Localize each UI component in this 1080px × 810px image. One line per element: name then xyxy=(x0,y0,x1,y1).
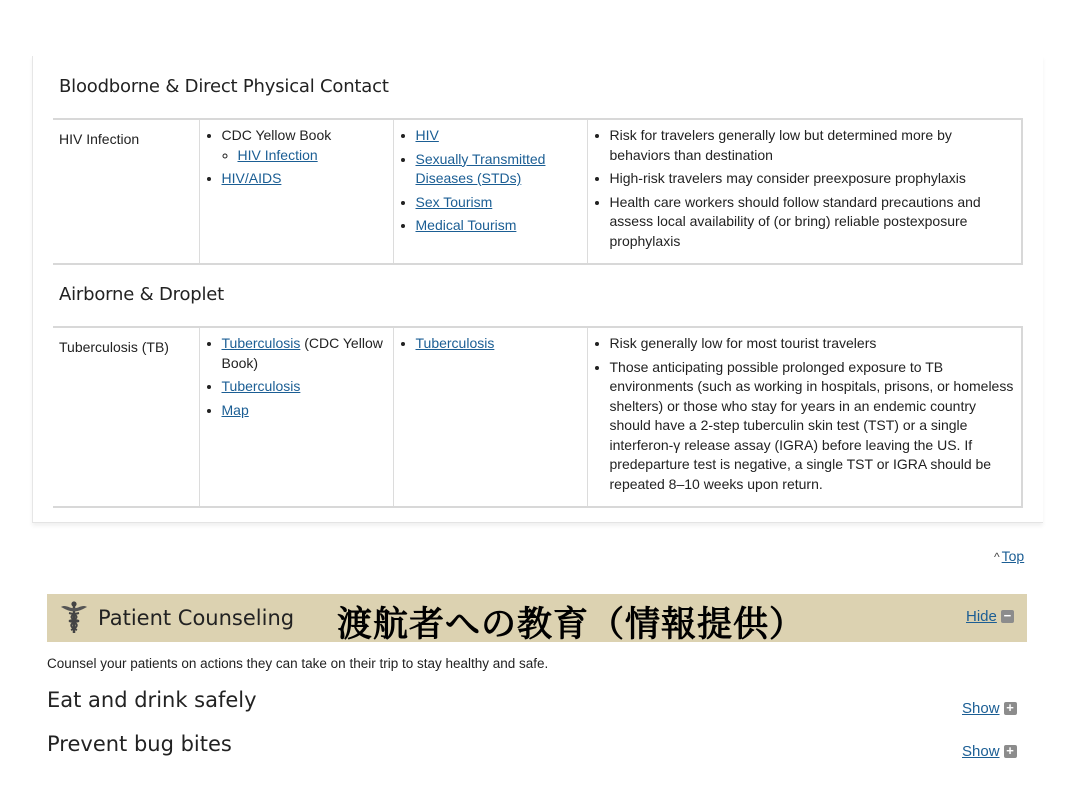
related-links-cell xyxy=(393,327,587,507)
show-toggle-bug-bites[interactable] xyxy=(962,743,1017,760)
list-item xyxy=(222,126,387,165)
list-item xyxy=(416,334,581,354)
notes-cell xyxy=(587,327,1022,507)
list-item: • Risk generally low for most tourist travelers xyxy=(610,334,1016,354)
list-item xyxy=(416,150,581,189)
section-bug-bites-title[interactable]: Prevent bug bites xyxy=(47,732,232,756)
list-item xyxy=(222,377,387,397)
resource-text: CDC Yellow Book xyxy=(221,127,332,143)
disease-name: HIV Infection xyxy=(53,119,199,264)
show-toggle-eat-drink[interactable] xyxy=(962,700,1017,717)
bloodborne-table xyxy=(53,118,1023,265)
tuberculosis-yellowbook-link[interactable]: Tuberculosis xyxy=(221,335,301,351)
hiv-link[interactable]: HIV xyxy=(415,127,439,143)
table-row-tb xyxy=(53,327,1022,507)
list-item: • Those anticipating possible prolonged exposure to TB environments (such as working in hospitals, prisons, or homeless shelters) or those who stay for years in an endemic country should have a 2-step tuberculin skin test (TST) or a single interferon-γ release assay (IGRA) before leaving the US. If predeparture test is negative, a single TST or IGRA should be repeated 8–10 weeks upon return. xyxy=(610,358,1016,495)
section-heading-airborne: Airborne & Droplet xyxy=(59,284,225,305)
tuberculosis-link[interactable]: Tuberculosis xyxy=(221,378,301,394)
list-item xyxy=(238,146,387,166)
list-item xyxy=(416,216,581,236)
list-item xyxy=(222,169,387,189)
back-to-top[interactable] xyxy=(994,548,1024,564)
patient-counseling-header xyxy=(47,594,1027,642)
sex-tourism-link[interactable]: Sex Tourism xyxy=(415,193,493,210)
japanese-annotation-title: 渡航者への教育（情報提供） xyxy=(337,605,806,644)
resources-cell xyxy=(199,327,393,507)
related-links-cell xyxy=(393,119,587,264)
list-item: • Health care workers should follow standard precautions and assess local availability of (or bring) reliable postexposure prophylaxis xyxy=(610,193,1016,252)
map-link[interactable]: Map xyxy=(221,401,249,418)
resources-cell xyxy=(199,119,393,264)
plus-icon[interactable]: + xyxy=(1004,745,1017,758)
hide-link[interactable]: Hide xyxy=(966,608,997,625)
plus-icon[interactable]: + xyxy=(1004,702,1017,715)
list-item xyxy=(416,126,581,146)
hide-toggle[interactable] xyxy=(966,608,1014,625)
medical-tourism-link[interactable]: Medical Tourism xyxy=(415,217,517,233)
table-row-hiv xyxy=(53,119,1022,264)
caduceus-icon xyxy=(59,600,89,639)
list-item xyxy=(416,193,581,213)
list-item xyxy=(222,401,387,421)
tuberculosis-related-link[interactable]: Tuberculosis xyxy=(415,335,495,351)
top-link[interactable]: Top xyxy=(1001,548,1025,564)
patient-counseling-title: Patient Counseling xyxy=(98,606,295,630)
list-item xyxy=(222,334,387,373)
list-item: • Risk for travelers generally low but determined more by behaviors than destination xyxy=(610,126,1016,165)
section-eat-drink-title[interactable]: Eat and drink safely xyxy=(47,688,257,712)
show-link[interactable]: Show xyxy=(962,743,1000,760)
caret-up-icon: ^ xyxy=(994,550,1000,564)
counseling-intro: Counsel your patients on actions they can take on their trip to stay healthy and safe. xyxy=(47,656,549,671)
airborne-table xyxy=(53,326,1023,508)
hiv-infection-link[interactable]: HIV Infection xyxy=(237,146,318,163)
minus-icon[interactable]: − xyxy=(1001,610,1014,623)
list-item: • High-risk travelers may consider preexposure prophylaxis xyxy=(610,169,1016,189)
resource-text: (CDC Yellow Book) xyxy=(221,335,383,371)
section-heading-bloodborne: Bloodborne & Direct Physical Contact xyxy=(59,76,389,97)
show-link[interactable]: Show xyxy=(962,700,1000,717)
std-link[interactable]: Sexually Transmitted Diseases (STDs) xyxy=(415,150,546,186)
notes-cell xyxy=(587,119,1022,264)
hiv-aids-link[interactable]: HIV/AIDS xyxy=(221,170,282,186)
disease-name: Tuberculosis (TB) xyxy=(53,327,199,507)
